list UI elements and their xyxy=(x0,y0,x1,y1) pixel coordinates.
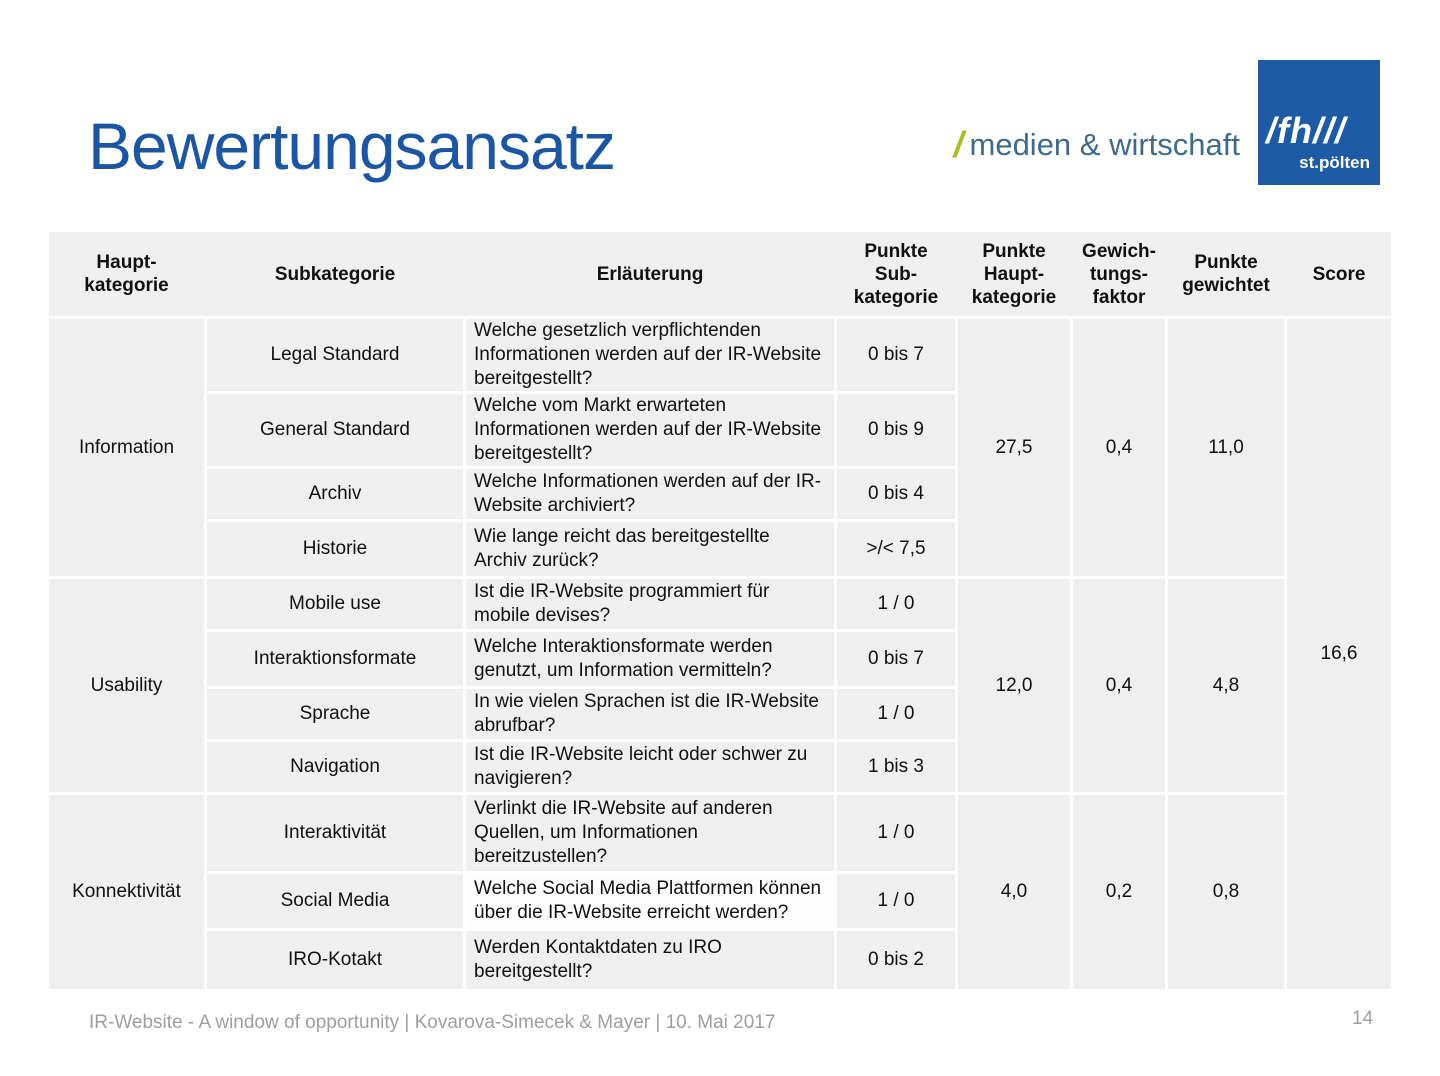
category-cell: Konnektivität xyxy=(49,795,204,989)
subcategory-cell: IRO-Kotakt xyxy=(207,931,463,989)
points-sub-category-cell: 1 / 0 xyxy=(837,874,955,928)
subcategory-cell: Interaktivität xyxy=(207,795,463,871)
col-header-gewichtungsfaktor: Gewich- tungs- faktor xyxy=(1082,240,1156,308)
points-sub-category-cell: 1 / 0 xyxy=(837,579,955,629)
explanation-cell: Wie lange reicht das bereitgestellte Archiv zurück? xyxy=(466,522,834,576)
fh-logo xyxy=(1258,60,1380,185)
page-number: 14 xyxy=(1352,1008,1374,1029)
subcategory-cell: Historie xyxy=(207,522,463,576)
subcategory-cell: Archiv xyxy=(207,469,463,519)
weight-factor-cell: 0,4 xyxy=(1073,319,1165,576)
points-sub-category-cell: 0 bis 4 xyxy=(837,469,955,519)
points-weighted-cell: 4,8 xyxy=(1168,579,1284,792)
explanation-cell: Welche Informationen werden auf der IR-Website archiviert? xyxy=(466,469,834,519)
subcategory-cell: Mobile use xyxy=(207,579,463,629)
category-cell: Information xyxy=(49,319,204,576)
col-header-punkte-subkategorie: Punkte Sub- kategorie xyxy=(853,240,939,308)
explanation-cell: Werden Kontaktdaten zu IRO bereitgestellt? xyxy=(466,931,834,989)
subcategory-cell: Social Media xyxy=(207,874,463,928)
points-sub-category-cell: 1 / 0 xyxy=(837,689,955,739)
points-sub-category-cell: 0 bis 9 xyxy=(837,394,955,466)
fh-logo-city: st.pölten xyxy=(1299,153,1370,172)
weight-factor-cell: 0,4 xyxy=(1073,579,1165,792)
col-header-score: Score xyxy=(1312,263,1366,285)
subcategory-cell: Navigation xyxy=(207,742,463,792)
points-sub-category-cell: 0 bis 2 xyxy=(837,931,955,989)
explanation-cell: Ist die IR-Website programmiert für mobile devises? xyxy=(466,579,834,629)
points-main-category-cell: 12,0 xyxy=(958,579,1070,792)
col-header-hauptkategorie: Haupt- kategorie xyxy=(84,252,169,296)
fh-logo-department xyxy=(953,124,1240,166)
col-header-punkte-hauptkategorie: Punkte Haupt- kategorie xyxy=(971,240,1057,308)
weight-factor-cell: 0,2 xyxy=(1073,795,1165,989)
explanation-cell: Ist die IR-Website leicht oder schwer zu navigieren? xyxy=(466,742,834,792)
page-title: Bewertungsansatz xyxy=(88,109,615,183)
explanation-cell: Welche gesetzlich verpflichtenden Informationen werden auf der IR-Website bereitgestellt? xyxy=(466,319,834,391)
col-header-subkategorie: Subkategorie xyxy=(274,263,396,285)
explanation-cell: Welche Interaktionsformate werden genutzt, um Information vermitteln? xyxy=(466,632,834,686)
points-sub-category-cell: 0 bis 7 xyxy=(837,319,955,391)
explanation-cell: Welche Social Media Plattformen können über die IR-Website erreicht werden? xyxy=(466,874,834,928)
points-sub-category-cell: 0 bis 7 xyxy=(837,632,955,686)
subcategory-cell: Interaktionsformate xyxy=(207,632,463,686)
subcategory-cell: General Standard xyxy=(207,394,463,466)
subcategory-cell: Legal Standard xyxy=(207,319,463,391)
explanation-cell: Welche vom Markt erwarteten Informationen werden auf der IR-Website bereitgestellt? xyxy=(466,394,834,466)
category-cell: Usability xyxy=(49,579,204,792)
table-header-row xyxy=(49,232,1391,316)
points-main-category-cell: 27,5 xyxy=(958,319,1070,576)
logo-department-label: medien & wirtschaft xyxy=(969,127,1240,162)
fh-logo-mark: /fh/// xyxy=(1266,110,1346,151)
subcategory-cell: Sprache xyxy=(207,689,463,739)
points-sub-category-cell: 1 bis 3 xyxy=(837,742,955,792)
explanation-cell: In wie vielen Sprachen ist die IR-Website abrufbar? xyxy=(466,689,834,739)
explanation-cell: Verlinkt die IR-Website auf anderen Quellen, um Informationen bereitzustellen? xyxy=(466,795,834,871)
points-weighted-cell: 11,0 xyxy=(1168,319,1284,576)
points-main-category-cell: 4,0 xyxy=(958,795,1070,989)
footer-text: IR-Website - A window of opportunity | Kovarova-Simecek & Mayer | 10. Mai 2017 xyxy=(89,1012,776,1033)
points-sub-category-cell: >/< 7,5 xyxy=(837,522,955,576)
logo-slash-icon: / xyxy=(953,124,964,165)
points-weighted-cell: 0,8 xyxy=(1168,795,1284,989)
points-sub-category-cell: 1 / 0 xyxy=(837,795,955,871)
evaluation-table xyxy=(49,232,1391,989)
col-header-erlaeuterung: Erläuterung xyxy=(596,263,704,285)
score-cell: 16,6 xyxy=(1287,319,1391,989)
col-header-punkte-gewichtet: Punkte gewichtet xyxy=(1182,252,1270,296)
